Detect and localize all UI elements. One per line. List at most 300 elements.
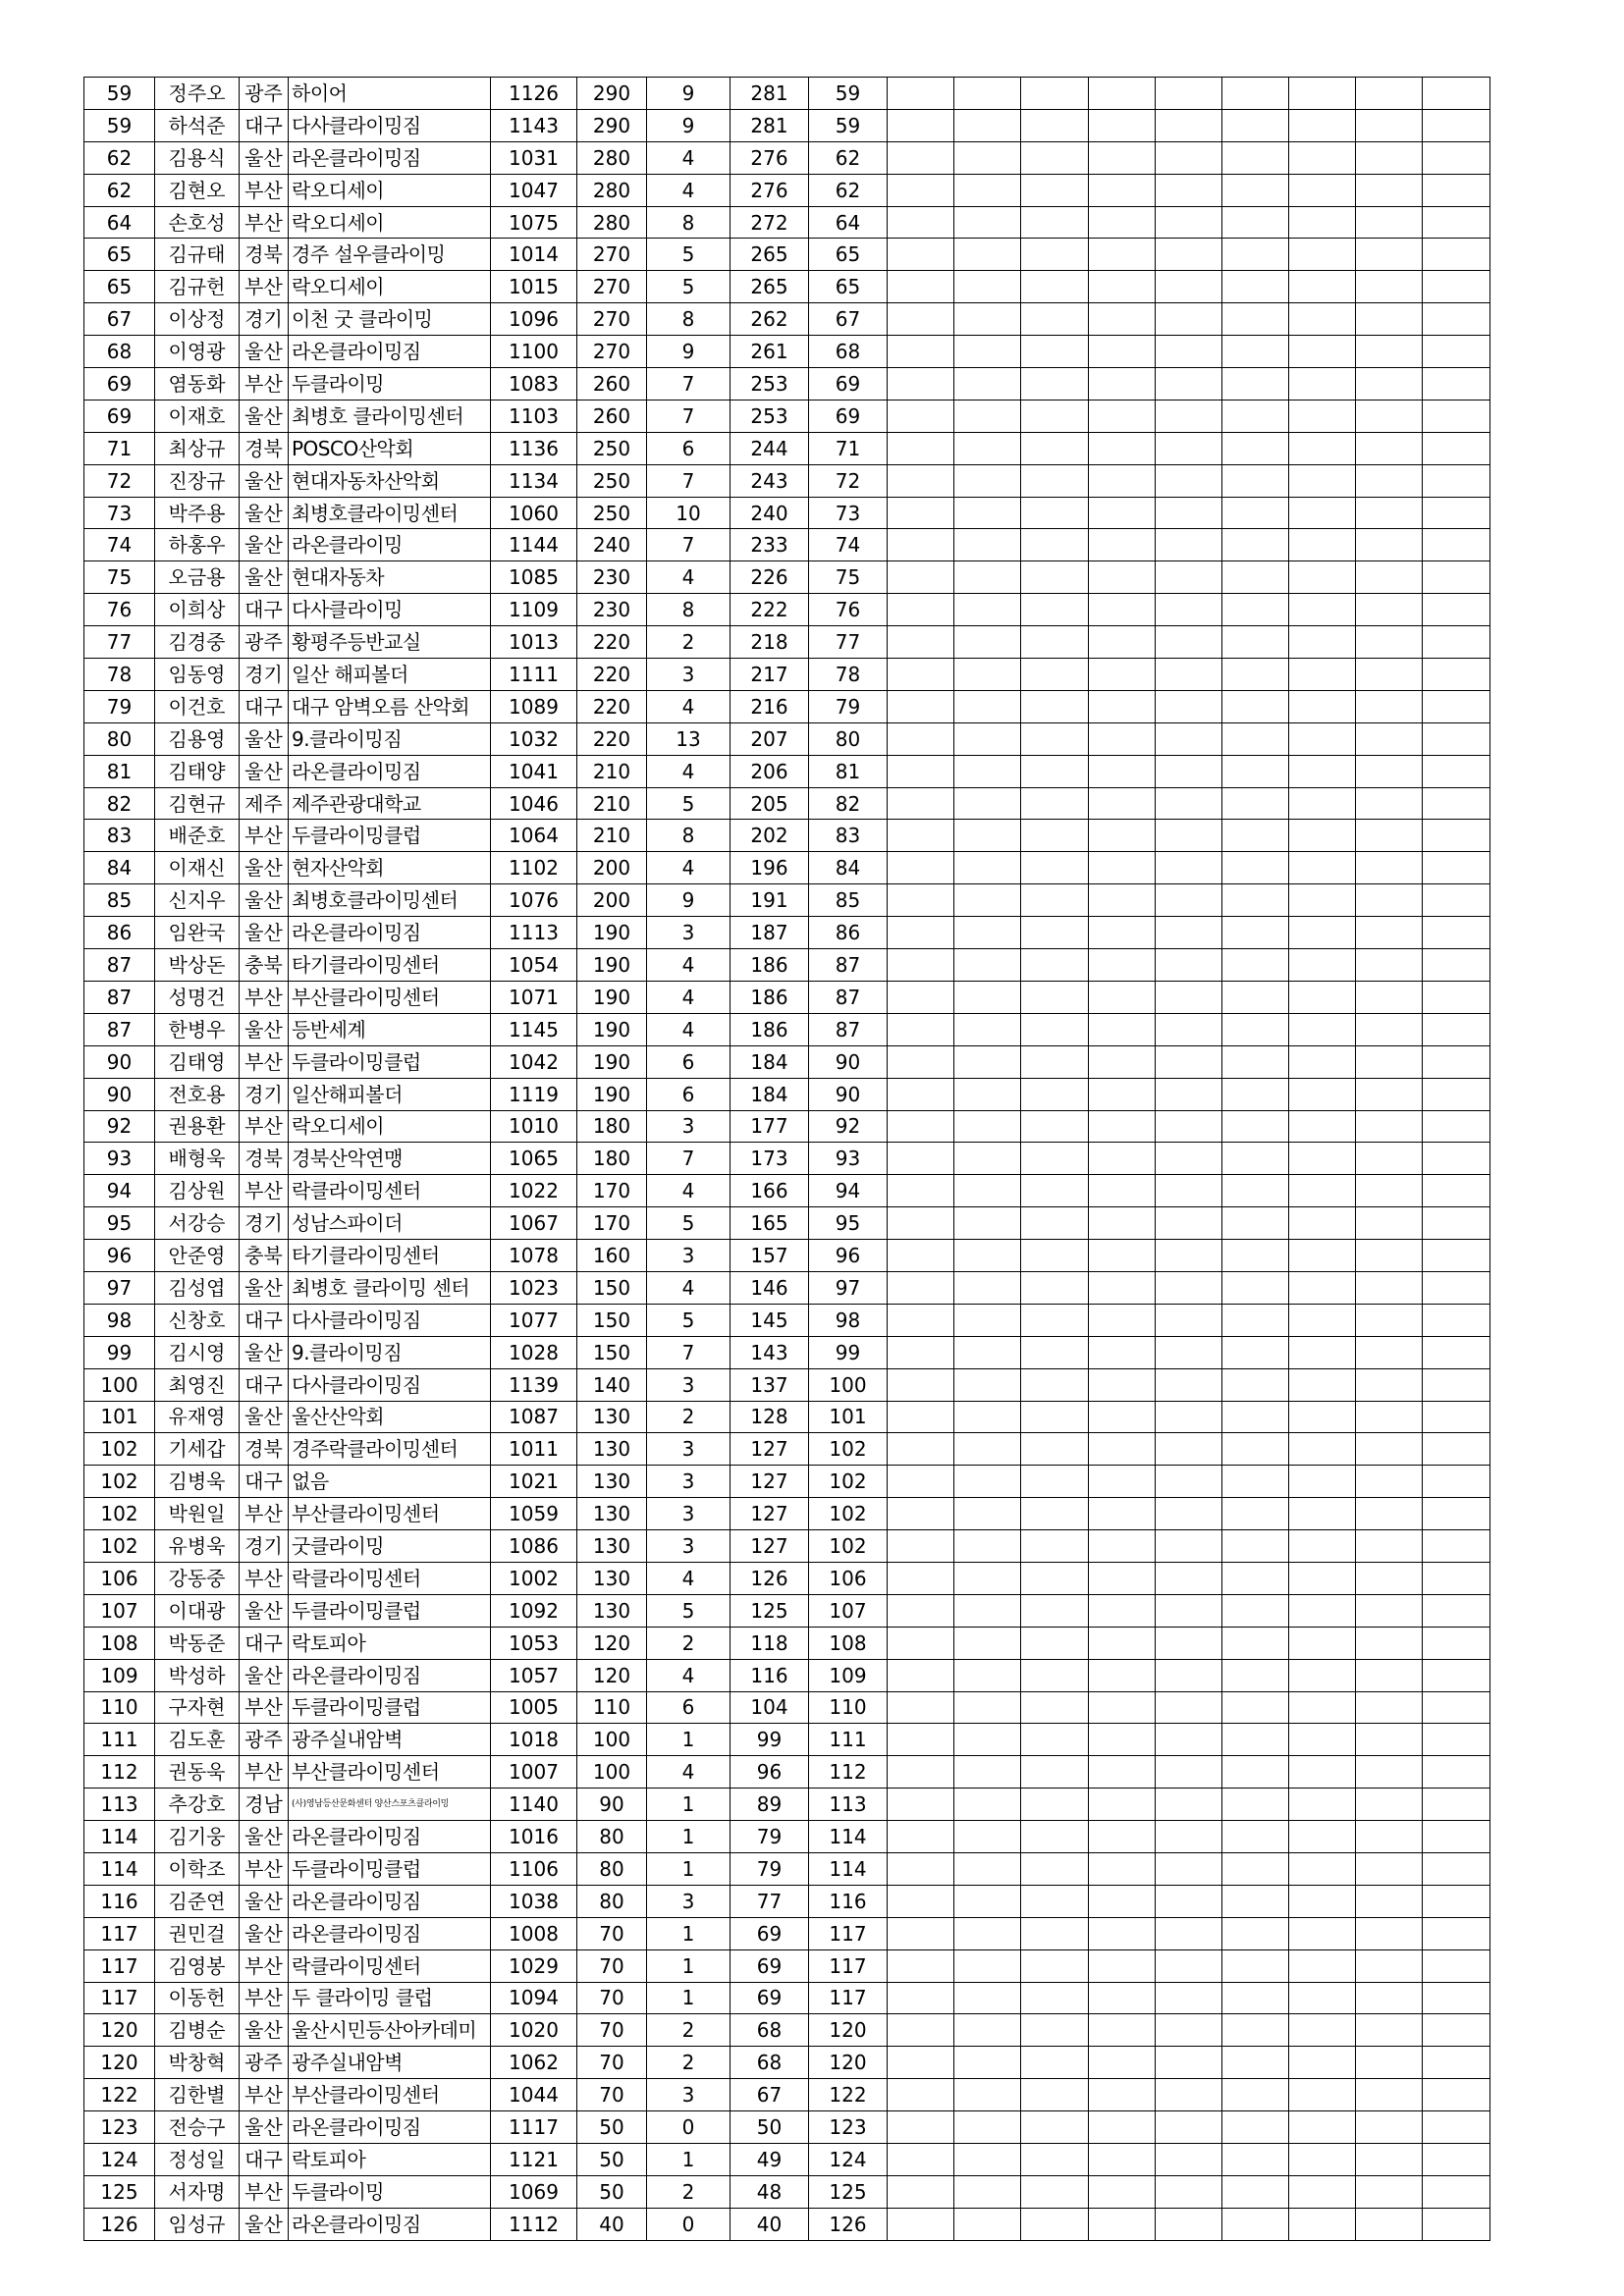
cell-final: 102 (809, 1530, 888, 1563)
table-row (84, 400, 1490, 432)
empty-cell (1356, 2111, 1423, 2144)
empty-cell (1423, 1304, 1490, 1336)
cell-final: 120 (809, 2014, 888, 2047)
cell-region: 부산 (240, 1110, 289, 1143)
cell-score: 230 (577, 594, 647, 626)
cell-penalty: 10 (647, 497, 731, 529)
cell-final: 117 (809, 1949, 888, 1982)
cell-final: 78 (809, 659, 888, 691)
cell-rank: 102 (84, 1530, 155, 1563)
empty-cell (1089, 981, 1156, 1013)
empty-cell (888, 1336, 954, 1368)
cell-club: 라온클라이밍짐 (289, 1885, 491, 1917)
empty-cell (1021, 78, 1089, 110)
cell-total: 184 (731, 1045, 809, 1078)
table-row (84, 1271, 1490, 1304)
cell-region: 부산 (240, 1691, 289, 1724)
empty-cell (1356, 1368, 1423, 1401)
cell-name: 안준영 (155, 1240, 240, 1272)
empty-cell (1289, 271, 1356, 303)
cell-total: 243 (731, 464, 809, 497)
empty-cell (1289, 1789, 1356, 1821)
empty-cell (954, 981, 1021, 1013)
cell-name: 전호용 (155, 1078, 240, 1110)
empty-cell (1423, 1045, 1490, 1078)
empty-cell (1021, 1627, 1089, 1659)
cell-rank: 110 (84, 1691, 155, 1724)
cell-name: 염동화 (155, 368, 240, 400)
cell-region: 부산 (240, 1175, 289, 1207)
cell-score: 270 (577, 271, 647, 303)
empty-cell (1089, 2144, 1156, 2176)
empty-cell (1021, 529, 1089, 561)
cell-name: 신창호 (155, 1304, 240, 1336)
cell-region: 울산 (240, 755, 289, 787)
cell-penalty: 4 (647, 981, 731, 1013)
cell-name: 김도훈 (155, 1724, 240, 1756)
empty-cell (1289, 1013, 1356, 1045)
table-row (84, 303, 1490, 336)
empty-cell (1089, 1982, 1156, 2014)
empty-cell (1289, 626, 1356, 659)
empty-cell (954, 1498, 1021, 1530)
empty-cell (888, 820, 954, 852)
cell-club: 두클라이밍클럽 (289, 820, 491, 852)
cell-penalty: 8 (647, 303, 731, 336)
cell-penalty: 1 (647, 1724, 731, 1756)
empty-cell (1021, 1821, 1089, 1853)
empty-cell (888, 917, 954, 949)
cell-region: 대구 (240, 2144, 289, 2176)
empty-cell (954, 1368, 1021, 1401)
cell-region: 울산 (240, 2014, 289, 2047)
empty-cell (1021, 1789, 1089, 1821)
empty-cell (888, 690, 954, 722)
cell-score: 170 (577, 1207, 647, 1240)
cell-bib: 1102 (491, 852, 577, 884)
empty-cell (1021, 1143, 1089, 1175)
empty-cell (888, 1821, 954, 1853)
empty-cell (1021, 1562, 1089, 1594)
table-row (84, 239, 1490, 271)
cell-score: 180 (577, 1143, 647, 1175)
cell-bib: 1042 (491, 1045, 577, 1078)
cell-rank: 59 (84, 78, 155, 110)
cell-region: 경북 (240, 432, 289, 464)
cell-rank: 62 (84, 174, 155, 206)
cell-region: 부산 (240, 206, 289, 239)
empty-cell (1289, 884, 1356, 917)
cell-bib: 1139 (491, 1368, 577, 1401)
empty-cell (1423, 1562, 1490, 1594)
empty-cell (1356, 1627, 1423, 1659)
cell-bib: 1111 (491, 659, 577, 691)
cell-total: 128 (731, 1401, 809, 1433)
empty-cell (1222, 2208, 1289, 2240)
cell-region: 울산 (240, 884, 289, 917)
cell-name: 최영진 (155, 1368, 240, 1401)
cell-name: 임성규 (155, 2208, 240, 2240)
cell-bib: 1022 (491, 1175, 577, 1207)
empty-cell (1021, 109, 1089, 141)
cell-total: 68 (731, 2014, 809, 2047)
cell-total: 276 (731, 174, 809, 206)
cell-penalty: 0 (647, 2208, 731, 2240)
empty-cell (1222, 1433, 1289, 1466)
cell-penalty: 5 (647, 1304, 731, 1336)
cell-score: 50 (577, 2175, 647, 2208)
table-row (84, 1789, 1490, 1821)
cell-region: 광주 (240, 626, 289, 659)
empty-cell (1021, 174, 1089, 206)
cell-total: 69 (731, 1917, 809, 1949)
cell-bib: 1053 (491, 1627, 577, 1659)
table-row (84, 1401, 1490, 1433)
empty-cell (888, 141, 954, 174)
cell-region: 광주 (240, 2047, 289, 2079)
cell-score: 200 (577, 852, 647, 884)
empty-cell (1356, 2079, 1423, 2111)
cell-total: 218 (731, 626, 809, 659)
cell-score: 50 (577, 2144, 647, 2176)
empty-cell (1089, 206, 1156, 239)
cell-club: 최병호클라이밍센터 (289, 497, 491, 529)
cell-score: 150 (577, 1271, 647, 1304)
empty-cell (1222, 949, 1289, 982)
cell-penalty: 13 (647, 722, 731, 755)
empty-cell (1156, 1401, 1222, 1433)
empty-cell (1089, 1789, 1156, 1821)
cell-name: 김병순 (155, 2014, 240, 2047)
cell-name: 유재영 (155, 1401, 240, 1433)
empty-cell (1089, 690, 1156, 722)
table-row (84, 1530, 1490, 1563)
empty-cell (1222, 174, 1289, 206)
cell-name: 정성일 (155, 2144, 240, 2176)
empty-cell (1089, 1756, 1156, 1789)
empty-cell (1222, 1207, 1289, 1240)
empty-cell (888, 1175, 954, 1207)
empty-cell (1423, 1466, 1490, 1498)
cell-club: 일산 해피볼더 (289, 659, 491, 691)
cell-penalty: 1 (647, 1789, 731, 1821)
empty-cell (1222, 1466, 1289, 1498)
cell-total: 89 (731, 1789, 809, 1821)
cell-region: 부산 (240, 271, 289, 303)
empty-cell (1222, 1078, 1289, 1110)
table-row (84, 368, 1490, 400)
cell-total: 165 (731, 1207, 809, 1240)
empty-cell (954, 1336, 1021, 1368)
cell-club: 락오디세이 (289, 271, 491, 303)
cell-final: 68 (809, 336, 888, 368)
empty-cell (1423, 626, 1490, 659)
cell-final: 109 (809, 1659, 888, 1691)
empty-cell (888, 1013, 954, 1045)
cell-region: 경기 (240, 659, 289, 691)
cell-penalty: 3 (647, 1110, 731, 1143)
cell-rank: 94 (84, 1175, 155, 1207)
empty-cell (1156, 1304, 1222, 1336)
cell-name: 김병욱 (155, 1466, 240, 1498)
table-row (84, 594, 1490, 626)
empty-cell (1356, 1789, 1423, 1821)
cell-name: 이영광 (155, 336, 240, 368)
table-row (84, 206, 1490, 239)
empty-cell (1289, 1530, 1356, 1563)
empty-cell (1356, 755, 1423, 787)
empty-cell (1222, 1982, 1289, 2014)
empty-cell (888, 2014, 954, 2047)
cell-score: 220 (577, 722, 647, 755)
table-row (84, 1207, 1490, 1240)
empty-cell (1156, 884, 1222, 917)
empty-cell (1423, 722, 1490, 755)
empty-cell (1289, 1659, 1356, 1691)
empty-cell (1021, 1852, 1089, 1885)
empty-cell (1089, 497, 1156, 529)
cell-final: 123 (809, 2111, 888, 2144)
cell-total: 157 (731, 1240, 809, 1272)
empty-cell (1021, 787, 1089, 820)
empty-cell (1356, 1756, 1423, 1789)
empty-cell (1356, 1433, 1423, 1466)
empty-cell (1356, 400, 1423, 432)
cell-club: 울산산악회 (289, 1401, 491, 1433)
cell-region: 울산 (240, 2111, 289, 2144)
cell-region: 울산 (240, 336, 289, 368)
empty-cell (1089, 174, 1156, 206)
cell-region: 울산 (240, 1885, 289, 1917)
cell-rank: 108 (84, 1627, 155, 1659)
empty-cell (1222, 2111, 1289, 2144)
empty-cell (954, 626, 1021, 659)
cell-rank: 62 (84, 141, 155, 174)
cell-rank: 79 (84, 690, 155, 722)
cell-total: 265 (731, 271, 809, 303)
empty-cell (1423, 755, 1490, 787)
cell-region: 울산 (240, 464, 289, 497)
empty-cell (1089, 1530, 1156, 1563)
empty-cell (1021, 1498, 1089, 1530)
empty-cell (1423, 1530, 1490, 1563)
cell-score: 130 (577, 1466, 647, 1498)
empty-cell (1289, 852, 1356, 884)
cell-final: 114 (809, 1852, 888, 1885)
cell-region: 울산 (240, 1659, 289, 1691)
cell-bib: 1008 (491, 1917, 577, 1949)
empty-cell (1356, 626, 1423, 659)
empty-cell (954, 1207, 1021, 1240)
empty-cell (1356, 884, 1423, 917)
cell-total: 79 (731, 1821, 809, 1853)
empty-cell (888, 1562, 954, 1594)
cell-penalty: 2 (647, 1627, 731, 1659)
empty-cell (888, 852, 954, 884)
empty-cell (954, 141, 1021, 174)
empty-cell (1356, 981, 1423, 1013)
table-row (84, 1821, 1490, 1853)
empty-cell (1089, 1917, 1156, 1949)
cell-name: 한병우 (155, 1013, 240, 1045)
cell-total: 69 (731, 1949, 809, 1982)
empty-cell (954, 109, 1021, 141)
empty-cell (1222, 787, 1289, 820)
cell-final: 80 (809, 722, 888, 755)
cell-bib: 1109 (491, 594, 577, 626)
empty-cell (888, 2208, 954, 2240)
empty-cell (1021, 2144, 1089, 2176)
empty-cell (1356, 1271, 1423, 1304)
empty-cell (1289, 2144, 1356, 2176)
table-row (84, 1433, 1490, 1466)
empty-cell (1289, 1724, 1356, 1756)
empty-cell (888, 109, 954, 141)
empty-cell (1289, 2175, 1356, 2208)
empty-cell (888, 594, 954, 626)
empty-cell (954, 1466, 1021, 1498)
cell-region: 경북 (240, 239, 289, 271)
empty-cell (1089, 1368, 1156, 1401)
table-row (84, 820, 1490, 852)
cell-total: 127 (731, 1433, 809, 1466)
empty-cell (1156, 239, 1222, 271)
cell-rank: 92 (84, 1110, 155, 1143)
table-row (84, 787, 1490, 820)
empty-cell (1423, 1143, 1490, 1175)
empty-cell (1222, 1304, 1289, 1336)
cell-total: 207 (731, 722, 809, 755)
cell-bib: 1028 (491, 1336, 577, 1368)
cell-name: 정주오 (155, 78, 240, 110)
empty-cell (1289, 1627, 1356, 1659)
empty-cell (1289, 303, 1356, 336)
cell-score: 150 (577, 1336, 647, 1368)
empty-cell (1356, 1466, 1423, 1498)
cell-name: 성명건 (155, 981, 240, 1013)
empty-cell (1423, 432, 1490, 464)
cell-penalty: 9 (647, 109, 731, 141)
table-row (84, 2079, 1490, 2111)
empty-cell (1089, 109, 1156, 141)
cell-club: 락토피아 (289, 1627, 491, 1659)
cell-final: 102 (809, 1466, 888, 1498)
empty-cell (954, 1885, 1021, 1917)
empty-cell (1021, 1466, 1089, 1498)
empty-cell (1222, 884, 1289, 917)
empty-cell (1356, 594, 1423, 626)
cell-region: 대구 (240, 1368, 289, 1401)
cell-penalty: 2 (647, 2047, 731, 2079)
cell-name: 김성엽 (155, 1271, 240, 1304)
empty-cell (1356, 1659, 1423, 1691)
empty-cell (888, 2144, 954, 2176)
empty-cell (1289, 1045, 1356, 1078)
table-row (84, 1659, 1490, 1691)
cell-total: 186 (731, 981, 809, 1013)
empty-cell (1222, 271, 1289, 303)
empty-cell (888, 755, 954, 787)
cell-name: 배준호 (155, 820, 240, 852)
empty-cell (1423, 303, 1490, 336)
empty-cell (1356, 432, 1423, 464)
empty-cell (1423, 141, 1490, 174)
empty-cell (1089, 141, 1156, 174)
empty-cell (1021, 271, 1089, 303)
table-row (84, 1240, 1490, 1272)
empty-cell (888, 174, 954, 206)
empty-cell (1089, 1045, 1156, 1078)
empty-cell (954, 1240, 1021, 1272)
empty-cell (888, 2079, 954, 2111)
cell-bib: 1044 (491, 2079, 577, 2111)
empty-cell (1156, 174, 1222, 206)
cell-bib: 1057 (491, 1659, 577, 1691)
empty-cell (1423, 1207, 1490, 1240)
cell-rank: 65 (84, 271, 155, 303)
cell-final: 87 (809, 949, 888, 982)
cell-score: 190 (577, 981, 647, 1013)
empty-cell (1356, 497, 1423, 529)
cell-club: 하이어 (289, 78, 491, 110)
cell-name: 유병욱 (155, 1530, 240, 1563)
empty-cell (954, 2014, 1021, 2047)
cell-final: 86 (809, 917, 888, 949)
cell-total: 145 (731, 1304, 809, 1336)
empty-cell (1021, 1433, 1089, 1466)
cell-final: 96 (809, 1240, 888, 1272)
empty-cell (1021, 1304, 1089, 1336)
cell-final: 69 (809, 400, 888, 432)
cell-club: 울산시민등산아카데미 (289, 2014, 491, 2047)
cell-total: 262 (731, 303, 809, 336)
empty-cell (888, 1143, 954, 1175)
empty-cell (1423, 239, 1490, 271)
empty-cell (1289, 1982, 1356, 2014)
empty-cell (1356, 1078, 1423, 1110)
empty-cell (954, 820, 1021, 852)
empty-cell (1423, 336, 1490, 368)
cell-name: 진장규 (155, 464, 240, 497)
empty-cell (888, 1982, 954, 2014)
cell-final: 116 (809, 1885, 888, 1917)
empty-cell (1356, 303, 1423, 336)
cell-penalty: 2 (647, 2175, 731, 2208)
cell-total: 68 (731, 2047, 809, 2079)
empty-cell (954, 78, 1021, 110)
table-row (84, 1724, 1490, 1756)
cell-final: 102 (809, 1498, 888, 1530)
empty-cell (1021, 1110, 1089, 1143)
empty-cell (1423, 368, 1490, 400)
cell-bib: 1060 (491, 497, 577, 529)
empty-cell (1222, 755, 1289, 787)
empty-cell (888, 497, 954, 529)
empty-cell (1356, 561, 1423, 594)
cell-penalty: 7 (647, 368, 731, 400)
cell-bib: 1076 (491, 884, 577, 917)
empty-cell (1356, 141, 1423, 174)
cell-bib: 1020 (491, 2014, 577, 2047)
cell-score: 280 (577, 174, 647, 206)
cell-final: 95 (809, 1207, 888, 1240)
empty-cell (954, 852, 1021, 884)
cell-final: 84 (809, 852, 888, 884)
empty-cell (1423, 1594, 1490, 1627)
cell-score: 160 (577, 1240, 647, 1272)
table-row (84, 109, 1490, 141)
cell-score: 80 (577, 1852, 647, 1885)
